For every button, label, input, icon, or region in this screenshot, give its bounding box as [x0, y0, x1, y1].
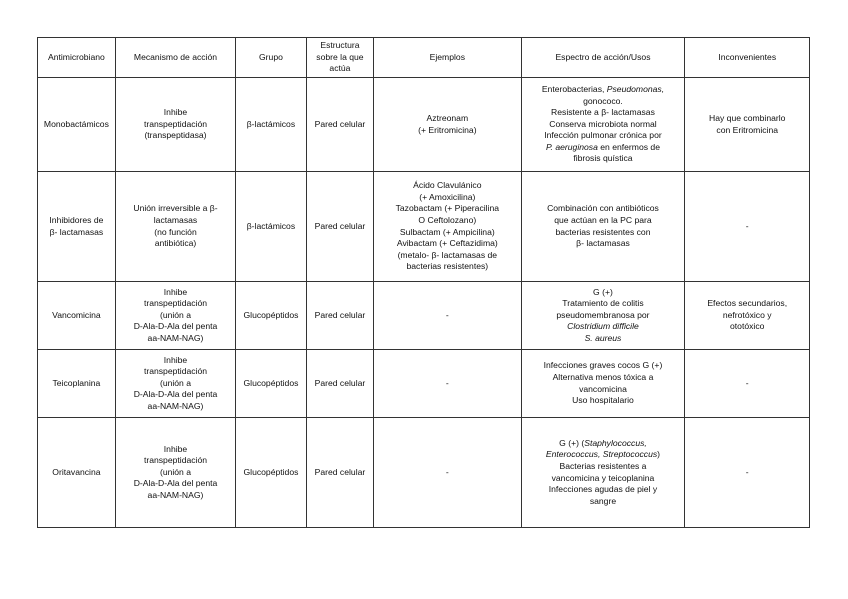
cell-estructura: Pared celular: [306, 418, 373, 528]
espectro-line-pre: Conserva microbiota normal: [549, 118, 657, 129]
espectro-line: [525, 321, 682, 333]
espectro-line: [525, 298, 682, 310]
cell-grupo: Glucopéptidos: [236, 418, 307, 528]
espectro-line: [525, 384, 682, 396]
espectro-line-pre: Enterobacterias,: [541, 83, 607, 94]
cell-grupo: β-lactámicos: [236, 172, 307, 282]
espectro-line-post: en enfermos de: [597, 141, 660, 152]
header-inconvenientes: Inconvenientes: [685, 38, 810, 78]
espectro-line-italic: Pseudomonas,: [606, 83, 665, 94]
table-row: [38, 350, 810, 418]
table-body: [38, 78, 810, 528]
espectro-line: [525, 333, 682, 345]
cell-grupo: β-lactámicos: [236, 78, 307, 172]
espectro-line: [525, 96, 682, 108]
cell-inconvenientes: -: [685, 172, 810, 282]
cell-antimicrobiano: Inhibidores de β- lactamasas: [38, 172, 116, 282]
cell-antimicrobiano: Oritavancina: [38, 418, 116, 528]
cell-mecanismo: Inhibe transpeptidación (unión a D-Ala-D-Ala del penta aa-NAM-NAG): [115, 350, 235, 418]
espectro-line: [525, 203, 682, 215]
espectro-line: [525, 438, 682, 450]
table-row: [38, 282, 810, 350]
header-estructura: Estructura sobre la que actúa: [306, 38, 373, 78]
espectro-line: [525, 461, 682, 473]
table-row: [38, 78, 810, 172]
cell-espectro: [521, 172, 685, 282]
espectro-line-pre: Infecciones graves cocos G (+): [543, 360, 663, 371]
espectro-line-post: ): [657, 449, 661, 460]
header-grupo: Grupo: [236, 38, 307, 78]
espectro-line-pre: G (+) (: [559, 437, 585, 448]
espectro-line: [525, 238, 682, 250]
espectro-line: [525, 360, 682, 372]
espectro-line-italic: S. aureus: [584, 332, 622, 343]
espectro-line-pre: vancomicina: [579, 383, 627, 394]
espectro-line: [525, 310, 682, 322]
cell-inconvenientes: Efectos secundarios, nefrotóxico y ototóxico: [685, 282, 810, 350]
cell-ejemplos: -: [374, 282, 521, 350]
espectro-line-pre: sangre: [589, 495, 617, 506]
cell-antimicrobiano: Teicoplanina: [38, 350, 116, 418]
espectro-line-pre: que actúan en la PC para: [554, 214, 652, 225]
cell-mecanismo: Unión irreversible a β- lactamasas (no función antibiótica): [115, 172, 235, 282]
header-antimicrobiano: Antimicrobiano: [38, 38, 116, 78]
cell-estructura: Pared celular: [306, 282, 373, 350]
espectro-line-pre: pseudomembranosa por: [556, 309, 650, 320]
cell-inconvenientes: -: [685, 350, 810, 418]
espectro-line: [525, 473, 682, 485]
header-ejemplos: Ejemplos: [374, 38, 521, 78]
cell-espectro: [521, 350, 685, 418]
cell-inconvenientes: -: [685, 418, 810, 528]
cell-espectro: [521, 78, 685, 172]
espectro-line-pre: Infecciones agudas de piel y: [548, 484, 658, 495]
espectro-line: [525, 153, 682, 165]
cell-mecanismo: Inhibe transpeptidación (unión a D-Ala-D-Ala del penta aa-NAM-NAG): [115, 282, 235, 350]
cell-inconvenientes: Hay que combinarlo con Eritromicina: [685, 78, 810, 172]
espectro-line: [525, 484, 682, 496]
cell-mecanismo: Inhibe transpeptidación (unión a D-Ala-D-Ala del penta aa-NAM-NAG): [115, 418, 235, 528]
cell-grupo: Glucopéptidos: [236, 282, 307, 350]
espectro-line-pre: Uso hospitalario: [572, 395, 634, 406]
espectro-line-pre: Alternativa menos tóxica a: [552, 371, 654, 382]
espectro-line-pre: gonococo.: [583, 95, 623, 106]
cell-ejemplos: -: [374, 350, 521, 418]
espectro-line-pre: Tratamiento de colitis: [562, 298, 644, 309]
cell-estructura: Pared celular: [306, 350, 373, 418]
header-row: [38, 38, 810, 78]
espectro-line: [525, 130, 682, 142]
table-row: [38, 418, 810, 528]
cell-grupo: Glucopéptidos: [236, 350, 307, 418]
espectro-line-pre: Resistente a β- lactamasas: [551, 107, 655, 118]
espectro-line: [525, 287, 682, 299]
espectro-line: [525, 84, 682, 96]
cell-ejemplos: Ácido Clavulánico (+ Amoxicilina) Tazobactam (+ Piperacilina O Ceftolozano) Sulbactam (+ Ampicilina) Avibactam (+ Ceftazidima) (metalo- β- lactamasas de bacterias resistentes): [374, 172, 521, 282]
cell-antimicrobiano: Vancomicina: [38, 282, 116, 350]
espectro-line-pre: Bacterias resistentes a: [559, 460, 647, 471]
cell-estructura: Pared celular: [306, 172, 373, 282]
cell-espectro: [521, 282, 685, 350]
espectro-line: [525, 142, 682, 154]
espectro-line-pre: Infección pulmonar crónica por: [544, 130, 662, 141]
cell-mecanismo: Inhibe transpeptidación (transpeptidasa): [115, 78, 235, 172]
espectro-line-pre: bacterias resistentes con: [555, 226, 651, 237]
cell-ejemplos: -: [374, 418, 521, 528]
espectro-line-pre: vancomicina y teicoplanina: [551, 472, 655, 483]
espectro-line-pre: G (+): [593, 286, 613, 297]
espectro-line-pre: Combinación con antibióticos: [547, 203, 659, 214]
espectro-line: [525, 395, 682, 407]
espectro-line-italic: P. aeruginosa: [545, 141, 598, 152]
espectro-line-italic: Staphylococcus,: [584, 437, 647, 448]
cell-espectro: [521, 418, 685, 528]
espectro-line-pre: fibrosis quística: [573, 153, 633, 164]
espectro-line: [525, 496, 682, 508]
espectro-line: [525, 107, 682, 119]
cell-estructura: Pared celular: [306, 78, 373, 172]
espectro-line: [525, 227, 682, 239]
antimicrobial-table: [37, 37, 810, 528]
cell-ejemplos: Aztreonam (+ Eritromicina): [374, 78, 521, 172]
espectro-line: [525, 449, 682, 461]
table-row: [38, 172, 810, 282]
espectro-line-italic: Enterococcus, Streptococcus: [545, 449, 658, 460]
espectro-line: [525, 119, 682, 131]
espectro-line: [525, 215, 682, 227]
espectro-line-italic: Clostridium difficile: [567, 321, 639, 332]
header-mecanismo: Mecanismo de acción: [115, 38, 235, 78]
header-espectro: Espectro de acción/Usos: [521, 38, 685, 78]
espectro-line: [525, 372, 682, 384]
cell-antimicrobiano: Monobactámicos: [38, 78, 116, 172]
espectro-line-pre: β- lactamasas: [576, 238, 630, 249]
